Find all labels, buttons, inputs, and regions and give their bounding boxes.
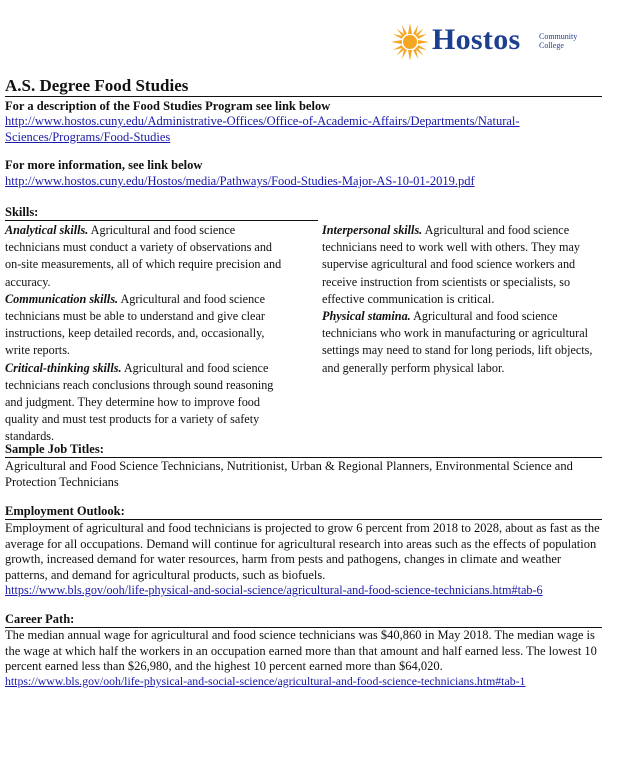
title-divider xyxy=(5,96,602,97)
more-info-heading: For more information, see link below xyxy=(5,158,203,172)
skills-right-column xyxy=(322,222,602,377)
skills-heading: Skills: xyxy=(5,205,39,219)
description-heading: For a description of the Food Studies Program see link below xyxy=(5,99,331,113)
career-text: The median annual wage for agricultural and food science technicians was $40,860 in May 2018. The median wage is the wage at which half the workers in an occupation earned more than that amount and half earned less. The lowest 10 percent earned less than $26,980, and the highest 10 percent earned more than $64,020. xyxy=(5,628,597,673)
job-titles-divider xyxy=(5,457,602,458)
skills-left-column xyxy=(5,222,285,444)
pathway-link[interactable]: http://www.hostos.cuny.edu/Hostos/media/Pathways/Food-Studies-Major-AS-10-01-2019.pdf xyxy=(5,174,475,188)
outlook-text: Employment of agricultural and food technicians is projected to grow 6 percent from 2018 to 2028, about as fast as the average for all occupations. Demand will continue for agricultural research into areas such as the effects of population growth, increased demand for water resources, harm from pests and pathogens, changes in climate and weather patterns, and demand for agricultural products, such as biofuels. xyxy=(5,521,600,582)
skill-communication: Communication skills. Agricultural and food science technicians must be able to understand and give clear instructions, keep detailed records, and, occasionally, write reports. xyxy=(5,291,265,358)
skill-interpersonal: Interpersonal skills. Agricultural and food science technicians need to work well with others. They may supervise agricultural and food science workers and receive instruction from scientists or specialists, so effective communication is critical. xyxy=(322,223,581,306)
sun-icon xyxy=(390,22,430,62)
hostos-logo xyxy=(390,20,590,62)
career-heading: Career Path: xyxy=(5,612,75,626)
skill-physical-stamina: Physical stamina. Agricultural and food science technicians who work in manufacturing or agricultural settings may need to stand for long periods, lift objects, and generally perform physical labor. xyxy=(322,309,593,375)
logo-wordmark: Hostos xyxy=(432,23,521,56)
logo-tagline: Community College xyxy=(539,32,578,50)
skill-critical-thinking: Critical-thinking skills. Agricultural and food science technicians reach conclusions through sound reasoning and judgment. They determine how to improve food quality and must test products for a variety of safety standards. xyxy=(5,360,274,444)
job-titles-heading: Sample Job Titles: xyxy=(5,442,104,456)
outlook-link[interactable]: https://www.bls.gov/ooh/life-physical-and-social-science/agricultural-and-food-science-technicians.htm#tab-6 xyxy=(5,583,543,597)
page-title: A.S. Degree Food Studies xyxy=(5,76,189,95)
program-link[interactable]: http://www.hostos.cuny.edu/Administrative-Offices/Office-of-Academic-Affairs/Departments/Natural-Sciences/Programs/Food-Studies xyxy=(5,114,520,144)
skill-analytical: Analytical skills. Agricultural and food science technicians must conduct a variety of observations and on-site measurements, all of which require precision and accuracy. xyxy=(5,223,282,289)
skills-divider xyxy=(5,220,318,221)
career-link[interactable]: https://www.bls.gov/ooh/life-physical-and-social-science/agricultural-and-food-science-technicians.htm#tab-1 xyxy=(5,674,526,688)
outlook-heading: Employment Outlook: xyxy=(5,504,125,518)
outlook-divider xyxy=(5,519,602,520)
job-titles-text: Agricultural and Food Science Technicians, Nutritionist, Urban & Regional Planners, Environmental Science and Protection Technicians xyxy=(5,459,573,489)
